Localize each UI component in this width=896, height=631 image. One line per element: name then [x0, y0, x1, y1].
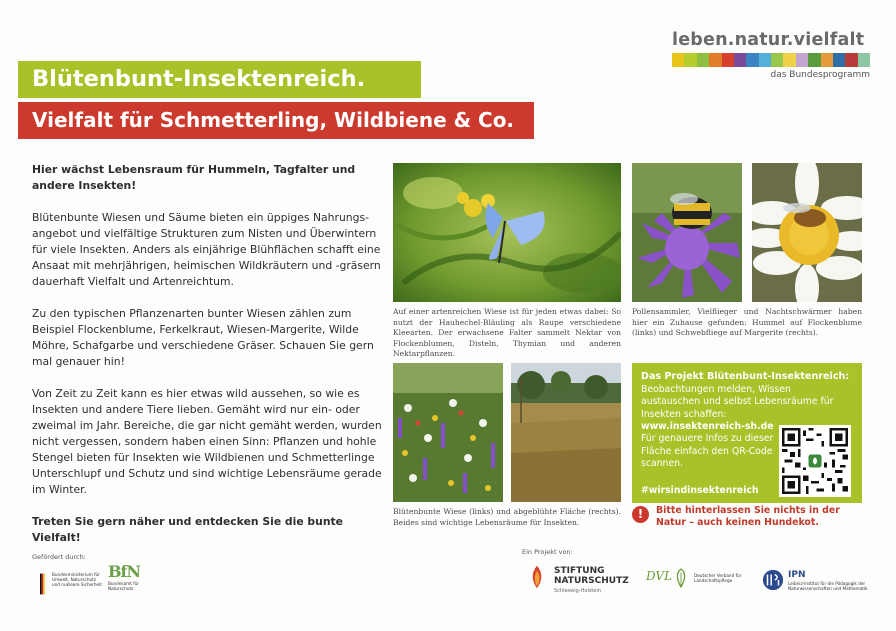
- bmu-logo: [40, 570, 102, 598]
- stiftung-sub: Schleswig-Holstein: [554, 588, 602, 594]
- brand-bar: [845, 53, 857, 67]
- paragraph-meadows: Blütenbunte Wiesen und Säume bieten ein üppiges Nahrungsangebot und vielfältige Strukturen zum Nisten und Überwintern für viele Insekten. Anders als einjährige Blühflächen schafft eine Ansaat mit mehrjährigen, heimischen Wildkräutern und -gräsern dauerhaft Vielfalt und Artenreichtum.: [32, 211, 381, 288]
- meadow-photo: [393, 363, 503, 502]
- brand-bar: [858, 53, 870, 67]
- faded-area-photo: [511, 363, 621, 502]
- bfn-logo-mark: BfN: [108, 562, 141, 581]
- brand-bar: [722, 53, 734, 67]
- brand-logo: [672, 30, 870, 80]
- hashtag: #wirsindinsektenreich: [641, 485, 759, 496]
- qr-code[interactable]: [779, 425, 851, 497]
- brand-bar: [821, 53, 833, 67]
- dvl-text: Deutscher Verband für Landschaftspflege: [694, 573, 742, 583]
- dvl-logo: [646, 567, 746, 595]
- brand-color-bars: [672, 53, 870, 67]
- brand-bar: [808, 53, 820, 67]
- brand-bar: [759, 53, 771, 67]
- project-link[interactable]: www.insektenreich-sh.de: [641, 421, 774, 432]
- ipn-logo: [762, 567, 872, 595]
- brand-name: leben.natur.vielfalt: [672, 30, 865, 50]
- main-title: Blütenbunt-Insektenreich.: [18, 61, 421, 98]
- caption-butterfly: Auf einer artenreichen Wiese ist für jeden etwas dabei: So nutzt der Hauhechel-Bläuling als Raupe verschiedene Kleearten. Der erwachsene Falter sammelt Nektar von Flockenblumen, Disteln, Thymian und anderen Nektarpflanzen.: [393, 307, 621, 358]
- bfn-text: Bundesamt für Naturschutz: [108, 581, 140, 591]
- sub-title: Vielfalt für Schmetterling, Wildbiene & Co.: [18, 102, 534, 139]
- brand-bar: [697, 53, 709, 67]
- brand-bar: [709, 53, 721, 67]
- stiftung-naturschutz-logo: [524, 562, 629, 596]
- dvl-logo-mark: DVL: [646, 569, 673, 583]
- project-title: Das Projekt Blütenbunt-Insektenreich:: [641, 371, 850, 382]
- brand-bar: [771, 53, 783, 67]
- paragraph-plants: Zu den typischen Pflanzenarten bunter Wiesen zählen zum Beispiel Flockenblume, Ferkelkraut, Wiesen-Margerite, Wilde Möhre, Schafgarbe und verschiedene Gräser. Schauen Sie gern mal genauer hin!: [32, 307, 374, 368]
- ipn-text: Leibniz-Institut für die Pädagogik der Naturwissenschaften und Mathematik: [788, 581, 868, 591]
- funded-by-label: Gefördert durch:: [32, 553, 86, 561]
- hoverfly-photo: [752, 163, 862, 302]
- brand-bar: [734, 53, 746, 67]
- brand-bar: [833, 53, 845, 67]
- brand-bar: [746, 53, 758, 67]
- paragraph-mowing: Von Zeit zu Zeit kann es hier etwas wild aussehen, so wie es Insekten und andere Tiere lieben. Gemäht wird nur ein- oder zweimal im Jahr. Bereiche, die gar nicht gemäht werden, wurden nicht vergessen, sondern haben einen Sinn: Pflanzen und hohle Stengel bieten für Insekten wie Wildbienen und Schmetterlinge Unterschlupf und Schutz und sind wichtige Lebensräume gerade im Winter.: [32, 387, 382, 496]
- stiftung-line2: NATURSCHUTZ: [554, 576, 629, 586]
- bumblebee-photo: [632, 163, 742, 302]
- bfn-logo: [108, 562, 146, 600]
- call-to-action: Treten Sie gern näher und entdecken Sie die bunte Vielfalt!: [32, 515, 343, 544]
- caption-pollinators: Pollensammler, Vielflieger und Nachtschwärmer haben hier ein Zuhause gefunden: Hummel auf Flockenblume (links) und Schwebfliege auf Margerite (rechts).: [632, 307, 862, 337]
- brand-bar: [796, 53, 808, 67]
- brand-bar: [783, 53, 795, 67]
- project-info-box: [632, 363, 862, 503]
- brand-bar: [684, 53, 696, 67]
- body-text: [32, 162, 384, 562]
- stiftung-line1: STIFTUNG: [554, 566, 605, 576]
- lead-paragraph: Hier wächst Lebensraum für Hummeln, Tagfalter und andere Insekten!: [32, 163, 356, 192]
- qr-instructions: Für genauere Infos zu dieser Fläche einfach den QR-Code scannen.: [641, 433, 774, 469]
- warning-text: Bitte hinterlassen Sie nichts in der Natur – auch keinen Hundekot.: [656, 505, 840, 528]
- exclamation-icon: !: [632, 506, 649, 523]
- butterfly-photo: [393, 163, 621, 302]
- project-text: Beobachtungen melden, Wissen austauschen und selbst Lebensräume für Insekten schaffen:: [641, 383, 834, 420]
- caption-meadows: Blütenbunte Wiese (links) und abgeblühte Fläche (rechts). Beides sind wichtige Lebensräume für Insekten.: [393, 507, 621, 527]
- project-by-label: Ein Projekt von:: [522, 548, 573, 556]
- brand-subtitle: das Bundesprogramm: [770, 70, 870, 80]
- ipn-logo-mark: IPN: [788, 570, 806, 580]
- warning-notice: [632, 505, 872, 529]
- brand-bar: [672, 53, 684, 67]
- bmu-text: Bundesministerium für Umwelt, Naturschutz und nukleare Sicherheit: [52, 572, 102, 587]
